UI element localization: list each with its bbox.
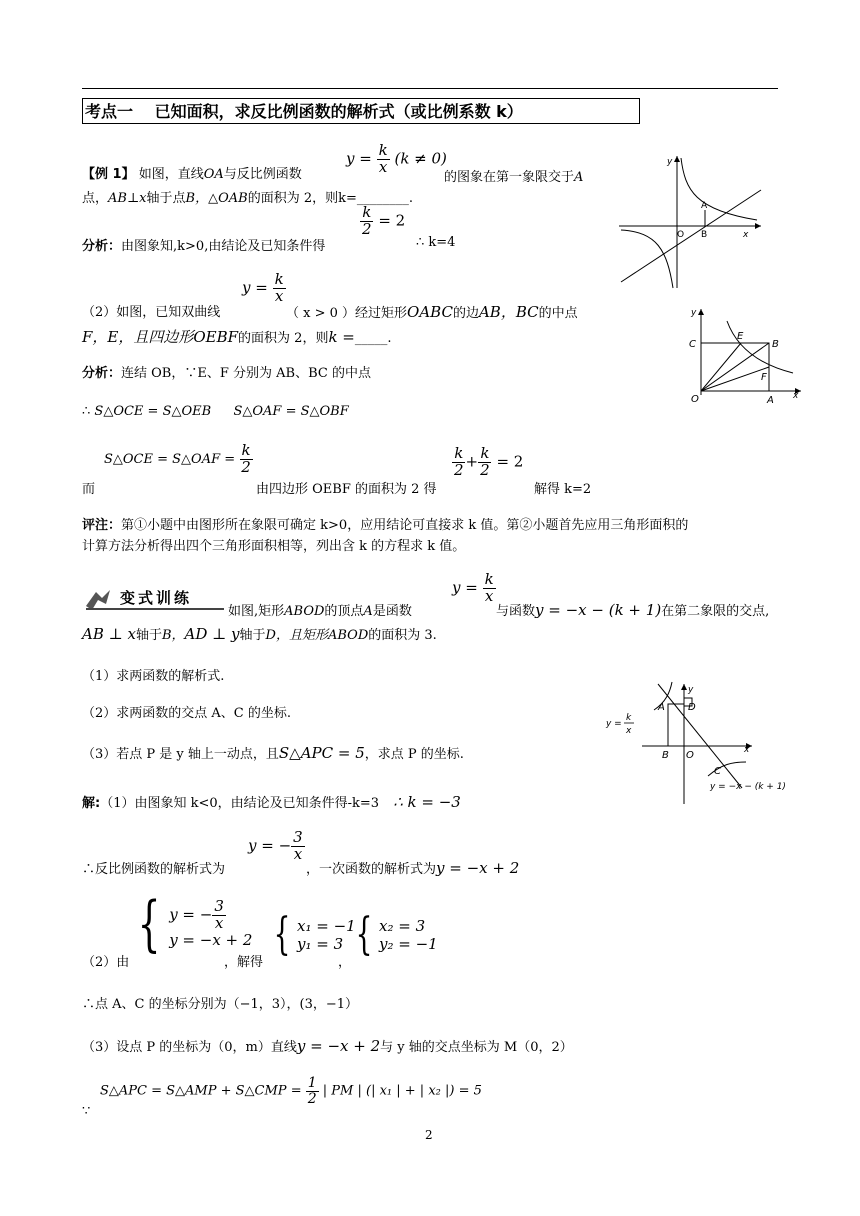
analysis1-eq-rhs: = 2 xyxy=(378,211,406,230)
analysis1-label: 分析： xyxy=(82,239,122,254)
question-3b: ，求点 P 的坐标. xyxy=(364,747,464,762)
solution-s2-lhs: y = − xyxy=(248,836,292,855)
variant-t2: 的顶点 xyxy=(324,604,364,619)
analysis2-and: 而 xyxy=(82,482,96,497)
fig2-label-x: x xyxy=(793,391,799,401)
sys2-r1: x₁ = −1 xyxy=(297,917,356,935)
part2-f-den: x xyxy=(274,286,284,305)
analysis1 xyxy=(82,235,325,254)
solution-s2-formula xyxy=(248,830,305,863)
formula-lhs: y = xyxy=(346,149,372,168)
part2-line2b: 的面积为 2，则 xyxy=(238,331,329,346)
fig1-label-y: y xyxy=(667,157,673,167)
analysis1-eq-num: k xyxy=(362,203,372,221)
variant-line2a: AB ⊥ x xyxy=(82,625,136,643)
solution-s2b: ，一次函数的解析式为 xyxy=(306,862,437,877)
analysis1-eq-den: 2 xyxy=(362,219,372,238)
sys3-r2: y₂ = −1 xyxy=(379,935,438,953)
example1-line2c: 轴于点 xyxy=(146,191,186,206)
variant-line2h: 的面积为 3. xyxy=(368,628,437,643)
fig1-label-b: B xyxy=(701,230,708,240)
solution-system1: { y = − $\frac{3}{x}$ y = −x + 2 xyxy=(137,889,253,959)
part2-oabc: OABC xyxy=(407,303,453,321)
variant-line1-a xyxy=(228,600,412,619)
part2-line1-label: （2）如图，已知双曲线 xyxy=(82,305,221,320)
example1-a: A xyxy=(574,170,584,185)
analysis2-line1 xyxy=(82,362,371,381)
fig2-label-y: y xyxy=(691,308,697,318)
variant-f2: y = −x − (k + 1) xyxy=(535,601,662,619)
solution-s1b: ∴ k = −3 xyxy=(393,793,461,811)
figure3-intersection xyxy=(602,678,796,806)
fig3-label-a: A xyxy=(658,702,665,713)
analysis2-eq1: S△OCE = S△OEB xyxy=(94,404,212,419)
solution-system3: { x₂ = 3 y₂ = −1 xyxy=(355,909,438,960)
topic-heading-box xyxy=(82,98,640,124)
fig3-curve-lhs: y = xyxy=(606,719,622,729)
header-rule xyxy=(82,88,778,89)
fig3-curve-num: k xyxy=(626,713,632,723)
analysis2-eq3-lhs: S△OCE = S△OAF = xyxy=(104,451,236,467)
analysis2-line2 xyxy=(82,404,349,419)
part2-ab-bc: AB，BC xyxy=(478,303,539,321)
analysis2-text: 连结 OB，∵E、F 分别为 AB、BC 的中点 xyxy=(121,366,371,381)
fig3-label-x: x xyxy=(744,745,750,755)
sys3-r1: x₂ = 3 xyxy=(379,917,426,935)
solution-s6 xyxy=(100,1076,482,1106)
solution-s6-rest: | PM | (| x₁ | + | x₂ |) = 5 xyxy=(322,1083,482,1099)
fig3-label-o: O xyxy=(686,750,694,761)
formula-den: x xyxy=(378,157,388,176)
analysis2-eq3 xyxy=(104,443,253,476)
variant-line2f: D，且矩形 xyxy=(265,628,328,643)
solution-s5a: （3）设点 P 的坐标为（0，m）直线 xyxy=(82,1040,297,1055)
analysis2-therefore: ∴ xyxy=(82,404,91,419)
part2-line2a: F，E，且四边形 xyxy=(82,328,194,346)
fig2-label-o: O xyxy=(691,394,699,405)
comment-label: 评注： xyxy=(82,518,122,533)
fig2-label-a: A xyxy=(767,395,774,406)
example1-line2a: 点， xyxy=(82,191,109,206)
formula-num: k xyxy=(378,141,388,159)
analysis1-eq xyxy=(360,205,405,238)
part2-t2: 的中点 xyxy=(538,306,578,321)
solution-s4: ∴点 A、C 的坐标分别为（−1，3），(3，−1） xyxy=(82,997,359,1012)
analysis2-eq4-den2: 2 xyxy=(480,460,490,479)
example1-text3: 的图象在第一象限交于 xyxy=(444,170,575,185)
analysis2-eq4-num1: k xyxy=(454,444,464,462)
example1-text2: 与反比例函数 xyxy=(223,167,302,182)
part2-k-eq: k = xyxy=(328,328,355,346)
solution-s2c: y = −x + 2 xyxy=(436,859,520,877)
variant-t5: 在第二象限的交点, xyxy=(661,604,770,619)
sys1-r2: y = −x + 2 xyxy=(169,931,253,950)
fig1-label-a: A xyxy=(701,201,708,211)
solution-label: 解: xyxy=(82,796,101,811)
variant-t1: 如图,矩形 xyxy=(228,604,285,619)
example1-line2b: AB⊥x xyxy=(108,191,147,206)
variant-banner xyxy=(82,586,224,612)
formula-cond: (k ≠ 0) xyxy=(394,149,447,168)
example1-formula xyxy=(346,143,447,176)
figure1-hyperbola xyxy=(617,150,765,290)
solution-s3a: （2）由 xyxy=(82,955,130,970)
solution-s3b: ，解得 xyxy=(224,955,264,970)
variant-line2g: ABOD xyxy=(327,628,369,643)
fig3-label-y: y xyxy=(688,685,694,695)
analysis2-eq4: $\frac{k}{2}$ + $\frac{k}{2}$ = 2 xyxy=(454,444,524,479)
example1-label: 【例 1】 xyxy=(82,167,135,182)
example1-line1-tail xyxy=(444,166,583,185)
analysis2-eq4-den1: 2 xyxy=(454,460,464,479)
solution-line2a: ∴反比例函数的解析式为 xyxy=(82,862,226,877)
variant-banner-text: 变式训练 xyxy=(120,589,193,607)
analysis1-text: 由图象知,k>0,由结论及已知条件得 xyxy=(121,239,326,254)
topic-heading: 考点一 已知面积，求反比例函数的解析式（或比例系数 k） xyxy=(85,102,523,121)
variant-f-den: x xyxy=(484,586,494,605)
question-3-eq: S△APC = 5 xyxy=(278,744,365,762)
sys1-r1-lhs: y = − xyxy=(169,905,213,923)
solution-s2-den: x xyxy=(293,844,303,863)
page-number: 2 xyxy=(425,1128,433,1142)
analysis2-mid: 由四边形 OEBF 的面积为 2 得 xyxy=(256,482,437,497)
question-2: （2）求两函数的交点 A、C 的坐标. xyxy=(82,706,292,721)
analysis2-eq3-den: 2 xyxy=(241,457,251,476)
part2-oebf: OEBF xyxy=(193,328,239,346)
fig3-line-label: y = −x − (k + 1) xyxy=(710,782,786,792)
analysis2-eq4-num2: k xyxy=(480,444,490,462)
question-3 xyxy=(82,743,464,762)
analysis2-eq2: S△OAF = S△OBF xyxy=(233,404,349,419)
variant-line2 xyxy=(82,624,437,643)
solution-s6-num: 1 xyxy=(307,1075,317,1091)
fig1-label-x: x xyxy=(743,230,749,240)
part2-line1-tail xyxy=(286,301,578,322)
fig2-label-b: B xyxy=(772,339,779,350)
variant-line1-b xyxy=(496,600,769,619)
solution-s6-eq: S△APC = S△AMP + S△CMP = xyxy=(100,1083,302,1099)
solution-line5 xyxy=(82,1036,573,1055)
variant-a: A xyxy=(363,604,373,619)
example1-line2d: B，△OAB xyxy=(185,191,248,206)
solution-line1 xyxy=(82,792,461,811)
solution-line2b xyxy=(306,858,519,877)
solution-s6-den: 2 xyxy=(307,1090,317,1107)
fig3-label-d: D xyxy=(688,702,696,713)
fig3-label-c: C xyxy=(714,766,721,777)
question-1: （1）求两函数的解析式. xyxy=(82,669,225,684)
solution-s1: （1）由图象知 k<0，由结论及已知条件得-k=3 xyxy=(100,796,380,811)
variant-line2c: B， xyxy=(161,628,185,643)
analysis2-label: 分析： xyxy=(82,366,122,381)
variant-line2d: AD ⊥ y xyxy=(184,625,240,643)
part2-f-cond: （ x > 0 ）经过矩形 xyxy=(286,306,408,321)
fig3-label-b: B xyxy=(662,750,669,761)
example1-line2f: k=________. xyxy=(338,191,413,206)
analysis2-solve: 解得 k=2 xyxy=(534,482,592,497)
sys1-r1-num: 3 xyxy=(214,896,224,915)
part2-f-num: k xyxy=(274,270,284,288)
solution-system2: { x₁ = −1 y₁ = 3 xyxy=(273,909,356,960)
example1-text1: 如图，直线 xyxy=(138,167,204,182)
part2-f-lhs: y = xyxy=(242,278,268,297)
sys1-r1-den: x xyxy=(214,913,224,932)
fig1-label-o: O xyxy=(677,230,685,240)
part2-blank: _____. xyxy=(354,331,392,346)
question-3a: （3）若点 P 是 y 轴上一动点，且 xyxy=(82,747,279,762)
part2-line2 xyxy=(82,326,392,347)
example1-line1 xyxy=(82,163,302,182)
solution-because: ∵ xyxy=(82,1104,91,1119)
solution-s5b: 与 y 轴的交点坐标为 M（0，2） xyxy=(380,1040,573,1055)
fig2-label-c: C xyxy=(689,339,696,350)
comment-line1 xyxy=(82,514,688,533)
fig2-label-e: E xyxy=(737,331,744,342)
example1-oa: OA xyxy=(203,167,224,182)
part2-t1: 的边 xyxy=(452,306,479,321)
variant-formula: y = $\frac{k}{x}$ xyxy=(452,570,494,605)
figure2-rectangle xyxy=(683,303,805,413)
fig3-curve-den: x xyxy=(626,726,632,736)
part2-formula xyxy=(242,272,286,305)
variant-line2b: 轴于 xyxy=(135,628,162,643)
analysis1-therefore: ∴ k=4 xyxy=(416,235,456,250)
variant-abod: ABOD xyxy=(284,604,325,619)
solution-s2-num: 3 xyxy=(293,828,303,846)
analysis2-eq4-rhs: = 2 xyxy=(496,452,524,471)
variant-t3: 是函数 xyxy=(372,604,412,619)
comment-text1: 第①小题中由图形所在象限可确定 k>0，应用结论可直接求 k 值。第②小题首先应用三角形面积的 xyxy=(121,518,689,533)
variant-f-num: k xyxy=(484,570,494,588)
variant-t4: 与函数 xyxy=(496,604,536,619)
example1-line2e: 的面积为 2，则 xyxy=(247,191,339,206)
comment-line2: 计算方法分析得出四个三角形面积相等，列出含 k 的方程求 k 值。 xyxy=(82,539,466,554)
fig2-label-f: F xyxy=(761,372,767,383)
variant-line2e: 轴于 xyxy=(239,628,266,643)
solution-comma: ， xyxy=(338,955,352,970)
analysis2-eq3-num: k xyxy=(241,441,251,459)
solution-s5eq: y = −x + 2 xyxy=(296,1037,381,1055)
sys2-r2: y₁ = 3 xyxy=(297,935,344,953)
